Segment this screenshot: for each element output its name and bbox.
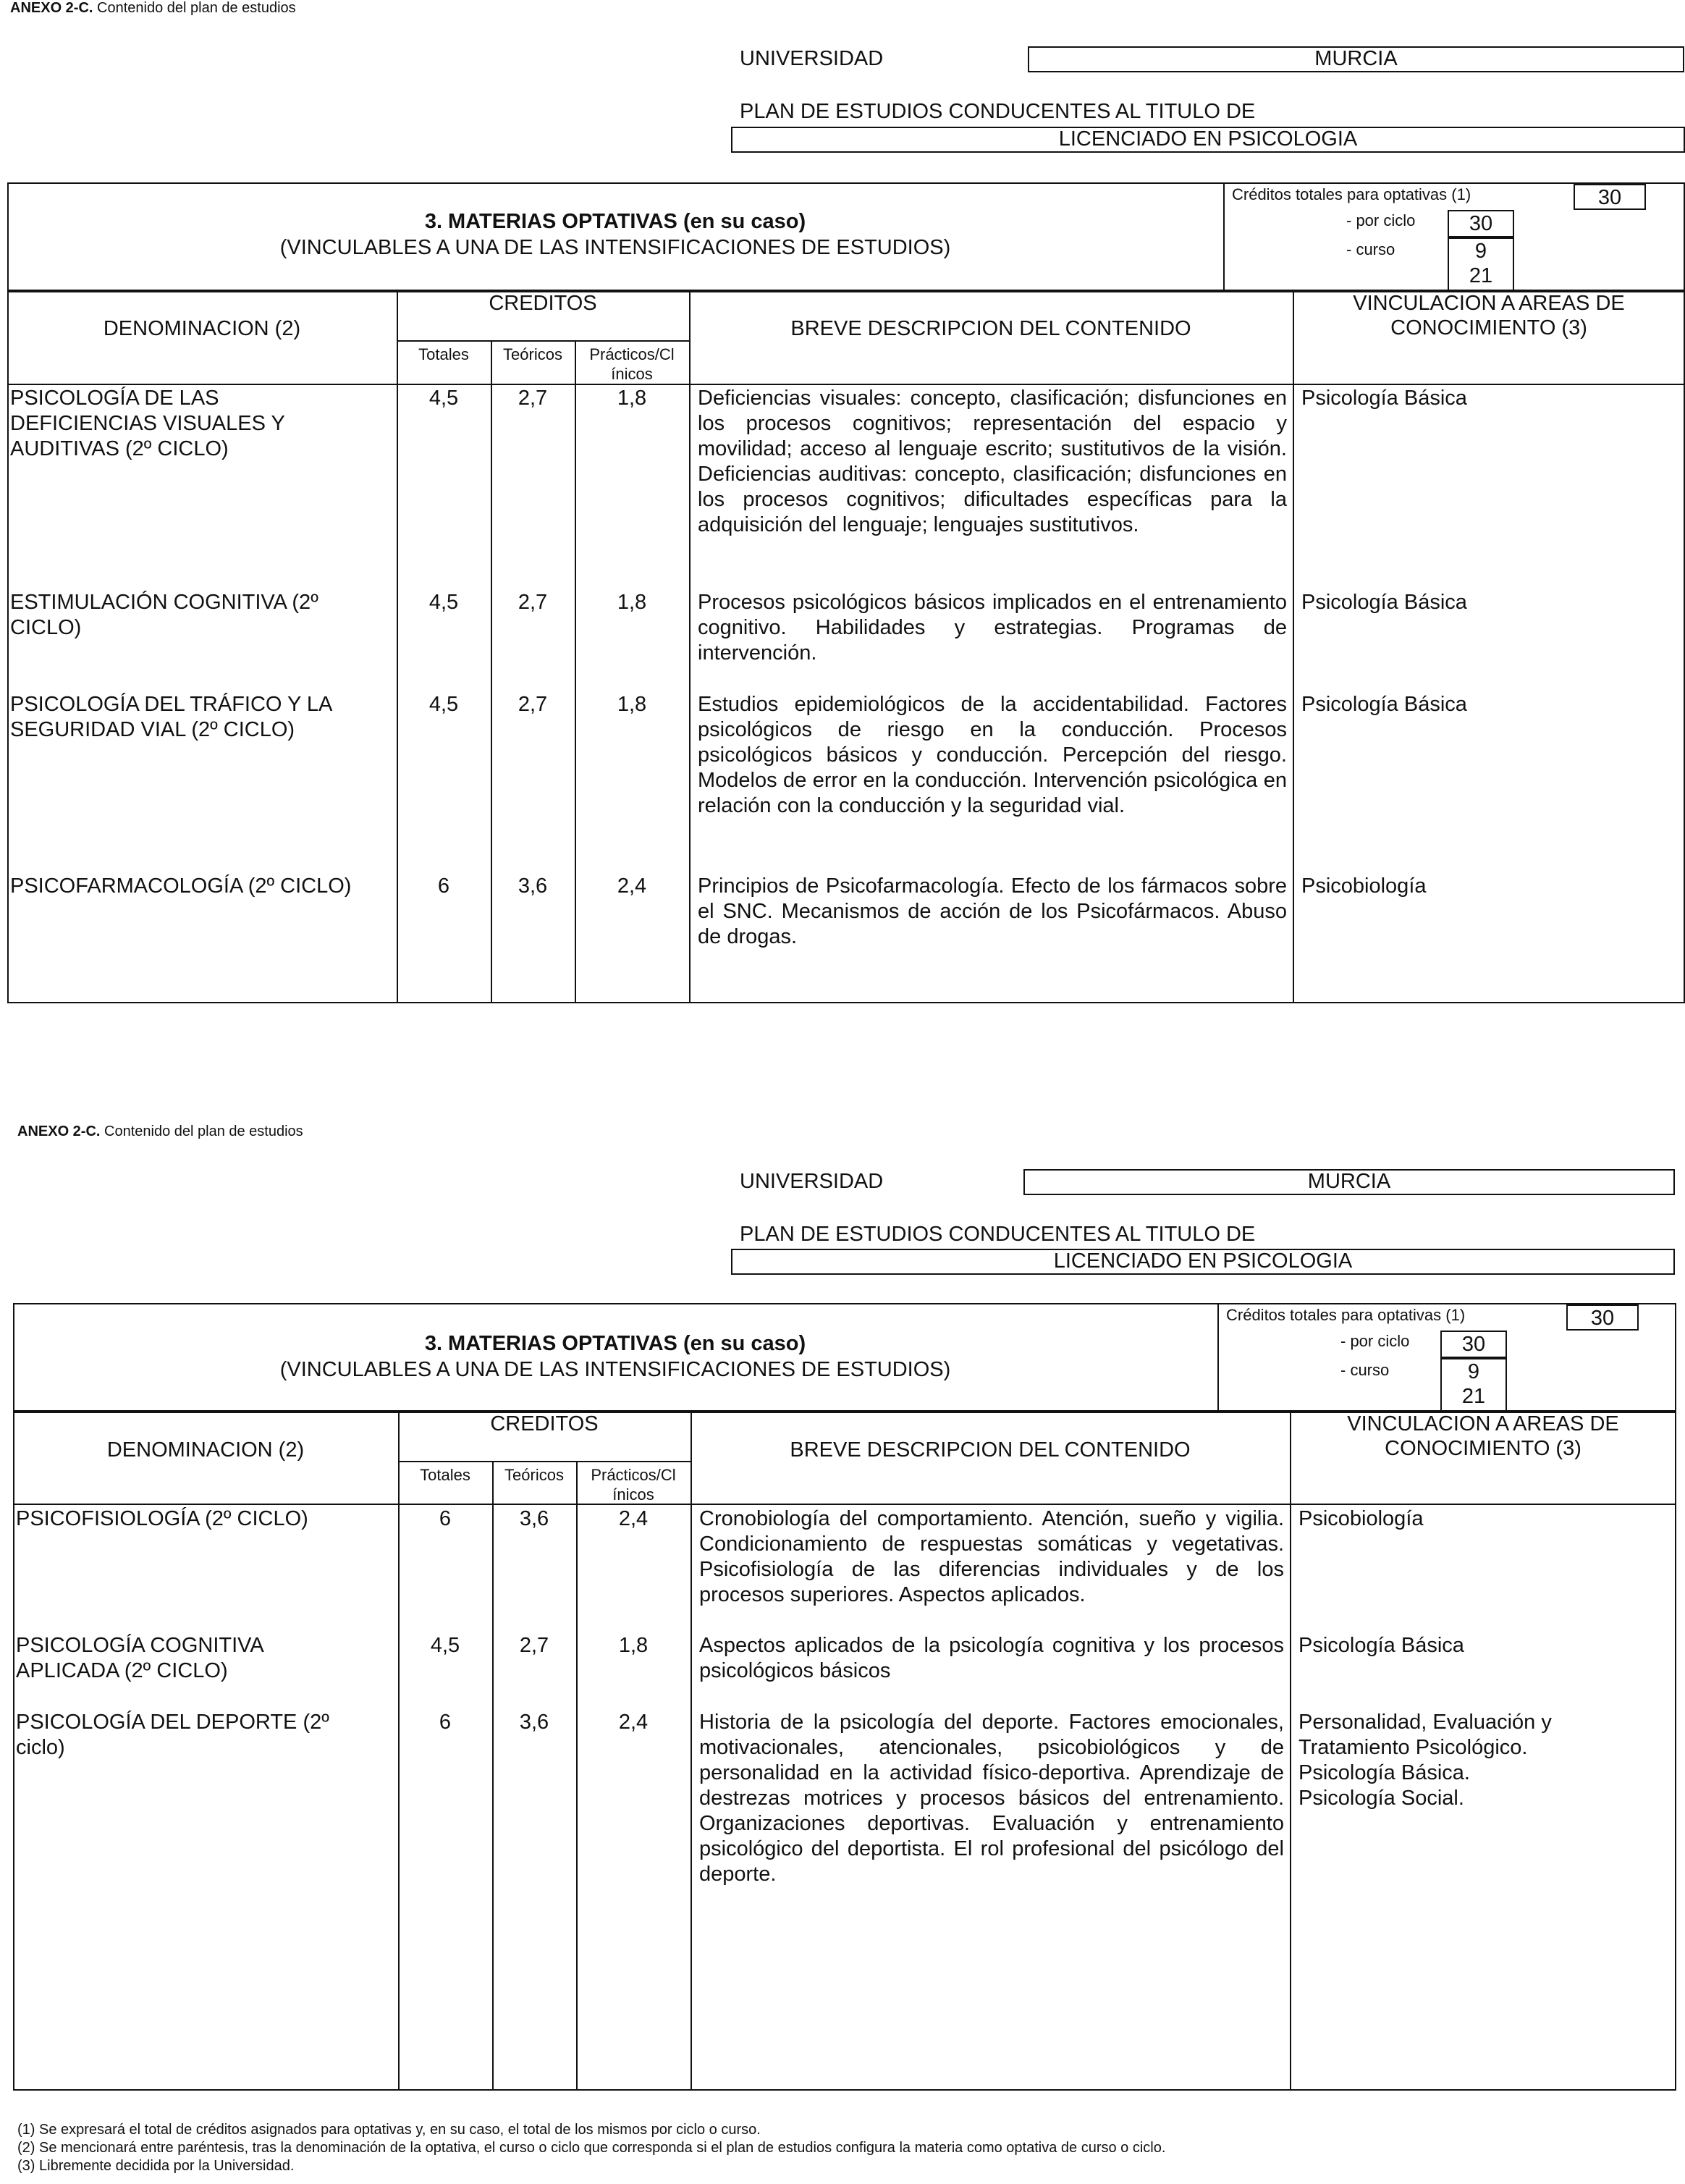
annex-header [10,0,296,17]
credits-totales: 4,5 [428,591,459,614]
subject-name: PSICOFISIOLOGÍA (2º CICLO) [16,1507,308,1530]
curso-label: - curso [1340,1361,1390,1379]
col-vinculacion-line1: VINCULACION A AREAS DE [1347,1412,1619,1435]
curso-value-2: 21 [1461,1385,1486,1408]
col-denominacion: DENOMINACION (2) [106,1438,305,1462]
credits-totales: 6 [439,1507,452,1530]
por-ciclo-label: - por ciclo [1346,211,1416,229]
credits-teoricos: 2,7 [518,387,548,410]
credits-total: 30 [1566,1304,1639,1331]
col-teoricos: Teóricos [503,345,562,363]
credits-teoricos: 3,6 [519,1711,549,1734]
knowledge-area: Psicología Básica [1301,591,1467,614]
credits-label: Créditos totales para optativas (1) [1226,1306,1466,1324]
subject-name: ESTIMULACIÓN COGNITIVA (2º CICLO) [10,591,318,639]
footnote-3: (3) Libremente decidida por la Universidad. [17,2158,295,2174]
col-creditos: CREDITOS [489,292,597,315]
credits-teoricos: 3,6 [518,874,548,898]
knowledge-area: Psicobiología [1301,874,1427,898]
subject-description: Principios de Psicofarmacología. Efecto de los fármacos sobre el SNC. Mecanismos de acción de los Psicofármacos. Abuso de drogas. [698,874,1287,948]
col-creditos: CREDITOS [490,1412,599,1435]
plan-value: LICENCIADO EN PSICOLOGIA [731,127,1685,153]
credits-practicos: 1,8 [618,1634,649,1657]
credits-practicos: 2,4 [618,1507,649,1530]
col-practicos-line1: Prácticos/Cl [591,1466,676,1484]
col-totales: Totales [418,345,469,363]
plan-value: LICENCIADO EN PSICOLOGIA [731,1249,1675,1275]
credits-teoricos: 3,6 [519,1507,549,1530]
subject-description: Procesos psicológicos básicos implicados en el entrenamiento cognitivo. Habilidades y estrategias. Programas de intervención. [698,591,1287,665]
knowledge-area: Psicología Básica [1298,1634,1464,1657]
col-practicos [576,1465,691,1504]
footnote-1: (1) Se expresará el total de créditos asignados para optativas y, en su caso, el total de los mismos por ciclo o curso. [17,2122,761,2138]
curso-value-box [1440,1358,1507,1412]
subject-name: PSICOFARMACOLOGÍA (2º CICLO) [10,874,352,898]
subject-name: PSICOLOGÍA DE LAS DEFICIENCIAS VISUALES Y AUDITIVAS (2º CICLO) [10,387,285,460]
col-teoricos: Teóricos [504,1466,564,1484]
subject-name: PSICOLOGÍA COGNITIVA APLICADA (2º CICLO) [16,1634,263,1682]
credits-totales: 6 [439,1711,452,1734]
credits-totales: 4,5 [428,387,459,410]
university-label: UNIVERSIDAD [740,47,884,70]
col-practicos-line1: Prácticos/Cl [589,345,675,363]
col-descripcion: BREVE DESCRIPCION DEL CONTENIDO [790,1438,1191,1462]
col-vinculacion [1290,1412,1676,1461]
annex-text: Contenido del plan de estudios [93,0,296,16]
subject-description: Deficiencias visuales: concepto, clasificación; disfunciones en los procesos cognitivos; representación del espacio y movilidad; acceso al lenguaje escrito; sustitutivos de la visión. Deficiencias auditivas: concepto, clasificación; disfunciones en los procesos cognitivos; dificultades específicas para la adquisición del lenguaje; lenguajes sustitutivos. [698,387,1287,536]
col-practicos-line2: ínicos [612,1485,654,1504]
section-title-text: 3. MATERIAS OPTATIVAS (en su caso) [424,210,806,233]
university-label: UNIVERSIDAD [740,1170,884,1193]
curso-value-1: 9 [1467,1360,1480,1383]
por-ciclo-value: 30 [1440,1331,1507,1358]
por-ciclo-label: - por ciclo [1340,1332,1410,1350]
plan-label: PLAN DE ESTUDIOS CONDUCENTES AL TITULO DE [740,100,1256,123]
footnotes [17,2121,1675,2175]
credits-practicos: 1,8 [617,693,647,716]
credits-practicos: 2,4 [617,874,647,898]
credits-practicos: 1,8 [617,591,647,614]
curso-value-1: 9 [1474,240,1487,263]
credits-practicos: 1,8 [617,387,647,410]
university-value: MURCIA [1028,46,1684,72]
subject-name: PSICOLOGÍA DEL DEPORTE (2º ciclo) [16,1711,329,1759]
curso-value-box [1448,237,1514,291]
col-denominacion: DENOMINACION (2) [103,317,301,340]
subject-description: Cronobiología del comportamiento. Atención, sueño y vigilia. Condicionamiento de respuestas somáticas y vegetativas. Psicofisiología de las diferencias individuales y de los procesos superiores. Aspectos aplicados. [699,1507,1284,1606]
col-totales: Totales [420,1466,470,1484]
knowledge-area: Psicología Básica [1301,387,1467,410]
credits-teoricos: 2,7 [518,693,548,716]
col-vinculacion-line2: CONOCIMIENTO (3) [1385,1437,1581,1460]
subject-description: Aspectos aplicados de la psicología cognitiva y los procesos psicológicos básicos [699,1634,1284,1682]
credits-teoricos: 2,7 [519,1634,549,1657]
col-vinculacion-line1: VINCULACION A AREAS DE [1353,292,1625,315]
credits-practicos: 2,4 [618,1711,649,1734]
footnote-2: (2) Se mencionará entre paréntesis, tras la denominación de la optativa, el curso o ciclo que corresponda si el plan de estudios configura la materia como optativa de curso o ciclo. [17,2140,1166,2156]
col-practicos-line2: ínicos [611,365,653,383]
por-ciclo-value: 30 [1448,210,1514,237]
section-subtitle: (VINCULABLES A UNA DE LAS INTENSIFICACIONES DE ESTUDIOS) [279,236,951,259]
col-vinculacion [1293,291,1685,340]
col-practicos [575,345,689,384]
knowledge-area: Psicología Básica [1301,693,1467,716]
subject-description: Historia de la psicología del deporte. Factores emocionales, motivacionales, atencionales, psicobiológicos y de personalidad en la actividad físico-deportiva. Aprendizaje de destrezas motrices y procesos básicos del entrenamiento. Organizaciones deportivas. Evaluación y entrenamiento psicológico del deportista. El rol profesional del psicólogo del deporte. [699,1711,1284,1886]
knowledge-area: Personalidad, Evaluación y Tratamiento Psicológico. Psicología Básica. Psicología Social. [1298,1711,1552,1810]
section-title [7,208,1223,261]
curso-value-2: 21 [1469,264,1493,287]
subject-description: Estudios epidemiológicos de la accidentabilidad. Factores psicológicos de riesgo en la conducción. Procesos psicológicos básicos y conducción. Percepción del riesgo. Modelos de error en la conducción. Intervención psicológica en relación con la conducción y la seguridad vial. [698,693,1287,817]
plan-label: PLAN DE ESTUDIOS CONDUCENTES AL TITULO DE [740,1223,1256,1246]
annex-text: Contenido del plan de estudios [100,1123,303,1139]
university-value: MURCIA [1023,1169,1675,1195]
annex-label: ANEXO 2-C. [17,1123,101,1139]
section-subtitle: (VINCULABLES A UNA DE LAS INTENSIFICACIONES DE ESTUDIOS) [279,1358,951,1381]
credits-totales: 6 [437,874,450,898]
curso-label: - curso [1346,240,1395,258]
credits-totales: 4,5 [430,1634,460,1657]
section-title-text: 3. MATERIAS OPTATIVAS (en su caso) [424,1332,806,1355]
credits-totales: 4,5 [428,693,459,716]
subject-name: PSICOLOGÍA DEL TRÁFICO Y LA SEGURIDAD VIAL (2º CICLO) [10,693,331,741]
col-descripcion: BREVE DESCRIPCION DEL CONTENIDO [790,317,1191,340]
knowledge-area: Psicobiología [1298,1507,1424,1530]
annex-label: ANEXO 2-C. [10,0,93,16]
col-vinculacion-line2: CONOCIMIENTO (3) [1390,316,1587,340]
credits-total: 30 [1574,184,1646,210]
credits-label: Créditos totales para optativas (1) [1232,185,1471,203]
credits-teoricos: 2,7 [518,591,548,614]
annex-header [17,1123,303,1140]
section-title [13,1331,1217,1383]
